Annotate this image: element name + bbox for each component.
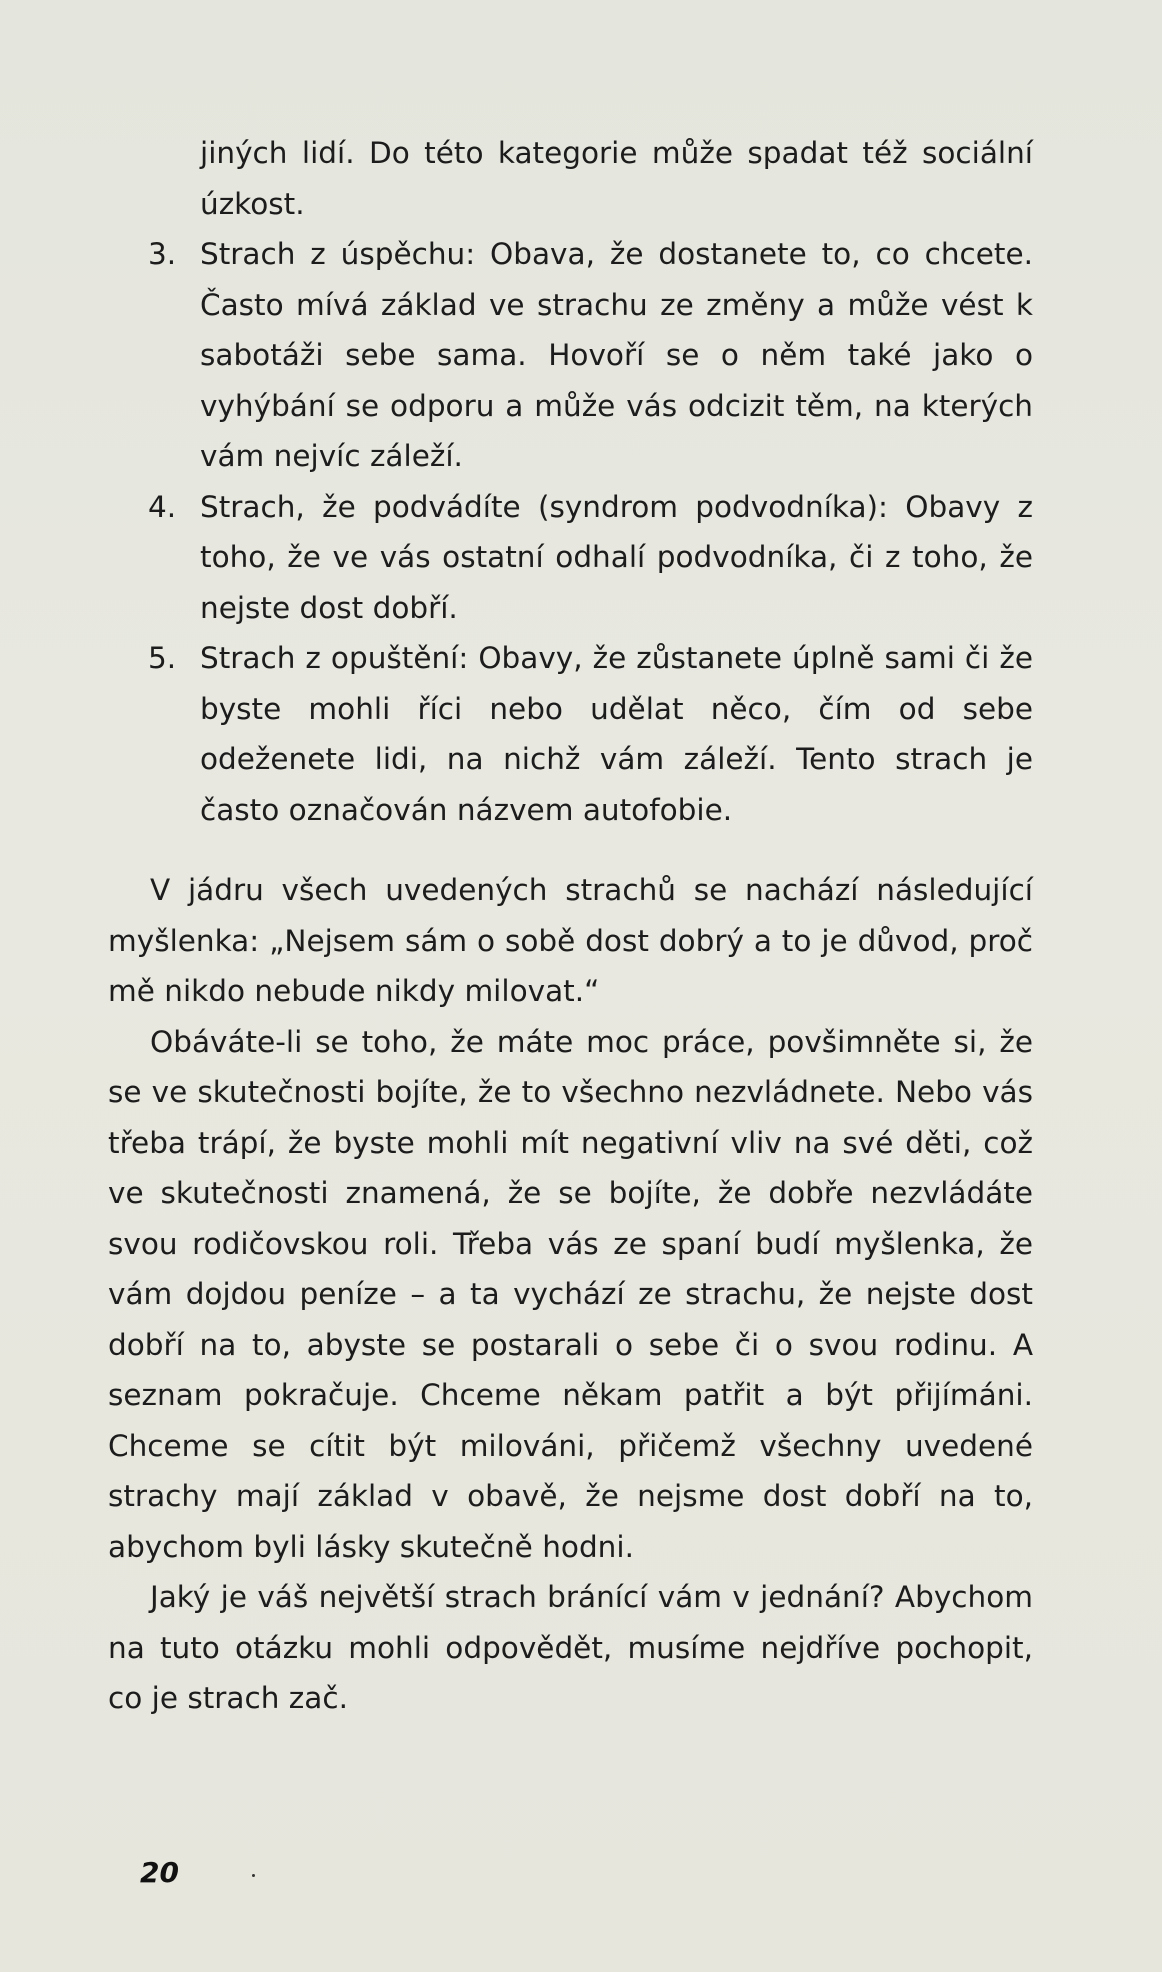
page-number: 20 xyxy=(140,1856,179,1889)
list-item xyxy=(108,229,1033,482)
list-item-number: 4. xyxy=(148,489,177,524)
paragraph: Jaký je váš největší strach bránící vám v jednání? Abychom na tuto otázku mohli odpovědět, musíme nejdříve pochopit, co je strach zač. xyxy=(108,1580,1033,1715)
dot-mark xyxy=(252,1874,255,1877)
list-item-number: 5. xyxy=(148,641,177,675)
list-item xyxy=(108,482,1033,634)
list-continuation: jiných lidí. Do této kategorie může spadat též sociální úzkost. xyxy=(200,136,1033,221)
paragraph: Obáváte-li se toho, že máte moc práce, povšimněte si, že se ve skutečnosti bojíte, že to všechno nezvládnete. Nebo vás třeba trápí, že byste mohli mít negativní vliv na své děti, což ve skutečnosti znamená, že se bojíte, že dobře nezvládáte svou rodičovskou roli. Třeba vás ze spaní budí myšlenka, že vám dojdou peníze – a ta vychází ze strachu, že nejste dost dobří na to, abyste se postarali o sebe či o svou rodinu. A seznam pokračuje. Chceme někam patřit a být přijímáni. Chceme se cítit být milováni, přičemž všechny uvedené strachy mají základ v obavě, že nejsme dost dobří na to, abychom byli lásky skutečně hodni. xyxy=(108,1024,1033,1564)
list-item-number: 3. xyxy=(148,237,177,271)
list-item-text: Strach z úspěchu: Obava, že dostanete to, co chcete. Často mívá základ ve strachu ze změny a může vést k sabotáži sebe sama. Hovoří se o něm také jako o vyhýbání se odporu a může vás odcizit těm, na kterých vám nejvíc záleží. xyxy=(200,237,1033,473)
body-text xyxy=(108,128,1033,1724)
fears-list xyxy=(108,229,1033,835)
list-item-text: Strach z opuštění: Obavy, že zůstanete úplně sami či že byste mohli říci nebo udělat něco, čím od sebe odeženete lidi, na nichž vám záleží. Tento strach je často označován názvem autofobie. xyxy=(200,641,1033,827)
list-item xyxy=(108,633,1033,835)
list-item-text: Strach, že podvádíte (syndrom podvodníka): Obavy z toho, že ve vás ostatní odhalí podvodníka, či z toho, že nejste dost dobří. xyxy=(200,489,1033,625)
paragraph: V jádru všech uvedených strachů se nachází následující myšlenka: „Nejsem sám o sobě dost dobrý a to je důvod, proč mě nikdo nebude nikdy milovat.“ xyxy=(108,873,1033,1008)
